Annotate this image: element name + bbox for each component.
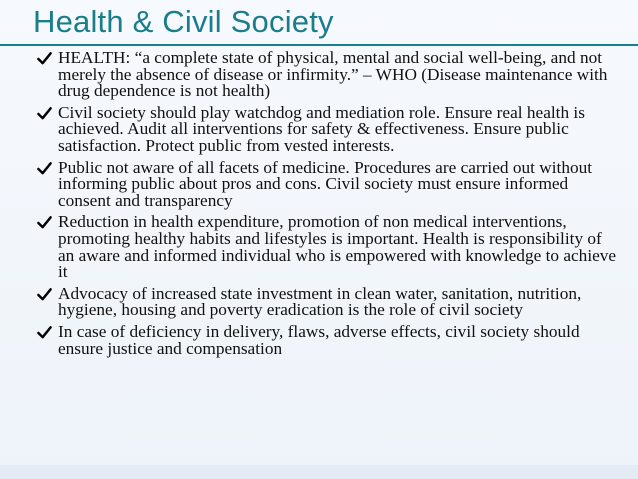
- bullet-item: [37, 50, 617, 100]
- title-underline: [0, 44, 638, 46]
- bullet-text: Advocacy of increased state investment in clean water, sanitation, nutrition, hygiene, housing and poverty eradication is the role of civil society: [58, 283, 582, 320]
- checkmark-icon: [37, 161, 52, 176]
- bullet-text: Civil society should play watchdog and mediation role. Ensure real health is achieved. Audit all interventions for safety & effectiveness. Ensure public satisfaction. Protect public from vested interests.: [58, 102, 585, 155]
- checkmark-icon: [37, 51, 52, 66]
- checkmark-icon: [37, 287, 52, 302]
- footer-band: [0, 465, 638, 479]
- bullet-item: [37, 102, 617, 155]
- bullet-text: HEALTH: “a complete state of physical, mental and social well-being, and not merely the absence of disease or infirmity.” – WHO (Disease maintenance with drug dependence is not health): [58, 48, 608, 101]
- slide-title: Health & Civil Society: [33, 4, 334, 39]
- bullet-item: [37, 321, 617, 358]
- checkmark-icon: [37, 215, 52, 230]
- bullet-item: [37, 157, 617, 210]
- checkmark-icon: [37, 106, 52, 121]
- bullet-item: [37, 283, 617, 320]
- bullet-list: [37, 50, 617, 362]
- bullet-text: Reduction in health expenditure, promotion of non medical interventions, promoting healthy habits and lifestyles is important. Health is responsibility of an aware and informed individual who is empowered with knowledge to achieve it: [58, 212, 617, 282]
- bullet-text: Public not aware of all facets of medicine. Procedures are carried out without informing public about pros and cons. Civil society must ensure informed consent and transparency: [58, 157, 593, 210]
- bullet-item: [37, 214, 617, 280]
- bullet-text: In case of deficiency in delivery, flaws, adverse effects, civil society should ensure justice and compensation: [58, 321, 580, 358]
- checkmark-icon: [37, 325, 52, 340]
